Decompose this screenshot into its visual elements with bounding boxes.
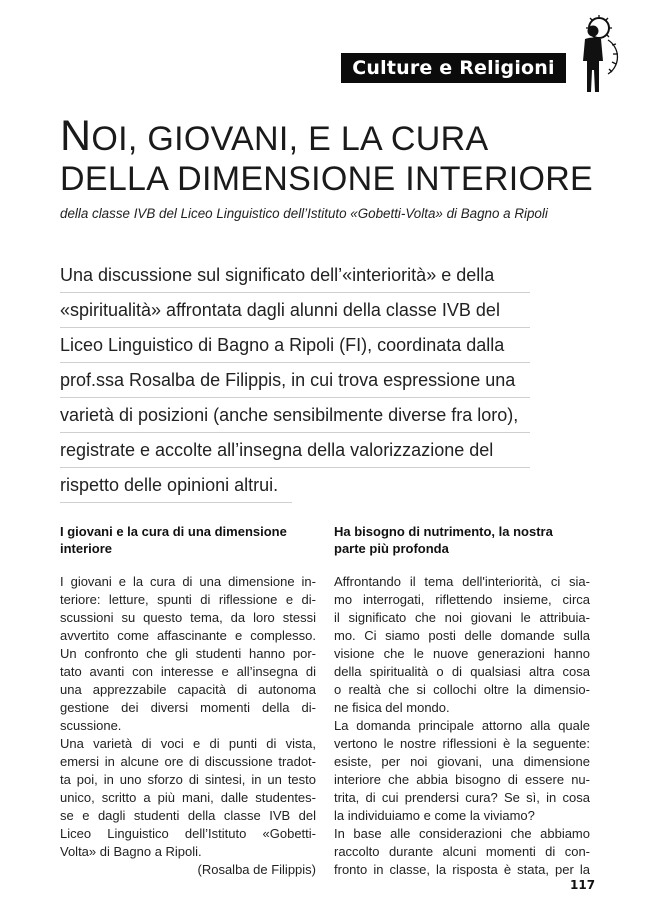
lead-line: varietà di posizioni (anche sensibilmente diverse fra loro),	[60, 398, 530, 433]
lead-line: prof.ssa Rosalba de Filippis, in cui trova espressione una	[60, 363, 530, 398]
byline: della classe IVB del Liceo Linguistico dell’Istituto «Gobetti-Volta» di Bagno a Ripoli	[60, 206, 548, 221]
column-body	[334, 573, 590, 879]
text-line: ne fisica del mondo.	[334, 700, 450, 715]
lead-line: rispetto delle opinioni altrui.	[60, 468, 292, 503]
text-line: avvertito come affascinante e complesso.	[60, 628, 316, 643]
lead-line: Una discussione sul significato dell’«interiorità» e della	[60, 258, 530, 293]
column-right	[334, 523, 590, 879]
signature: (Rosalba de Filippis)	[197, 862, 316, 877]
title-line-1: OI, GIOVANI, E LA CURA	[91, 120, 489, 158]
page-number: 117	[570, 878, 596, 892]
text-line: esiste, per noi giovani, una dimensione	[334, 754, 590, 769]
text-line: Una varietà di voci e di punti di vista,	[60, 736, 316, 751]
text-line: della spiritualità o di qualsiasi altra cosa	[334, 664, 590, 679]
person-sun-icon	[568, 14, 622, 94]
text-line: una apprezzabile capacità di autonoma	[60, 682, 316, 697]
text-line: I giovani e la cura di una dimensione in-	[60, 574, 316, 589]
lead-line: registrate e accolte all’insegna della valorizzazione del	[60, 433, 530, 468]
text-line: scussione.	[60, 718, 122, 733]
text-line: se e dagli studenti della classe IVB del	[60, 808, 316, 823]
section-banner	[341, 53, 566, 83]
text-line: raccolto durante alcuni momenti di con-	[334, 844, 590, 859]
text-line: ta poi, in uno sforzo di sintesi, in un testo	[60, 772, 316, 787]
text-line: interiore che abbia bisogno di essere nu-	[334, 772, 590, 787]
title-initial: N	[60, 112, 92, 160]
text-line: La domanda principale attorno alla quale	[334, 718, 590, 733]
column-heading-line: I giovani e la cura di una dimensione	[60, 524, 287, 539]
column-heading-line: Ha bisogno di nutrimento, la nostra	[334, 524, 553, 539]
title-line-2: DELLA DIMENSIONE INTERIORE	[60, 160, 594, 198]
text-line: unico, scritto a più mani, dalle studentes-	[60, 790, 316, 805]
text-line: scussioni su questo tema, da loro stessi	[60, 610, 316, 625]
lead-line: «spiritualità» affrontata dagli alunni della classe IVB del	[60, 293, 530, 328]
text-line: il significato che noi giovani le attribuia-	[334, 610, 590, 625]
column-heading	[60, 523, 316, 563]
text-line: Liceo Linguistico dell’Istituto «Gobetti-	[60, 826, 316, 841]
column-heading-line: parte più profonda	[334, 541, 449, 556]
section-label: Culture e Religioni	[352, 57, 555, 79]
column-body	[60, 573, 316, 879]
text-line: Volta» di Bagno a Ripoli.	[60, 844, 202, 859]
text-line: teriore: letture, spunti di riflessione e di-	[60, 592, 316, 607]
column-left	[60, 523, 316, 879]
column-heading	[334, 523, 590, 563]
lead-paragraph	[60, 258, 530, 503]
text-line: Un confronto che gli studenti hanno por-	[60, 646, 316, 661]
text-line: o realtà che si collochi oltre la dimensio-	[334, 682, 590, 697]
text-line: emersi in alcune ore di discussione tradot-	[60, 754, 316, 769]
column-heading-line: interiore	[60, 541, 113, 556]
text-line: tato avanti con interesse e all’insegna di	[60, 664, 316, 679]
text-line: In base alle considerazioni che abbiamo	[334, 826, 590, 841]
text-line: visione che le nuove generazioni hanno	[334, 646, 590, 661]
text-line: vertono le nostre riflessioni è la seguente:	[334, 736, 590, 751]
text-line: fronto in classe, la risposta è stata, per la	[334, 862, 590, 877]
lead-line: Liceo Linguistico di Bagno a Ripoli (FI), coordinata dalla	[60, 328, 530, 363]
article-title	[60, 112, 620, 199]
text-line: gestione dei diversi momenti della di-	[60, 700, 316, 715]
text-line: mo. Ci siamo posti delle domande sulla	[334, 628, 590, 643]
text-line: la individuiamo e come la viviamo?	[334, 808, 535, 823]
text-line: mo interrogati, riflettendo insieme, circa	[334, 592, 590, 607]
text-line: trita, di cui prendersi cura? Se sì, in cosa	[334, 790, 590, 805]
text-line: Affrontando il tema dell'interiorità, ci sia-	[334, 574, 590, 589]
